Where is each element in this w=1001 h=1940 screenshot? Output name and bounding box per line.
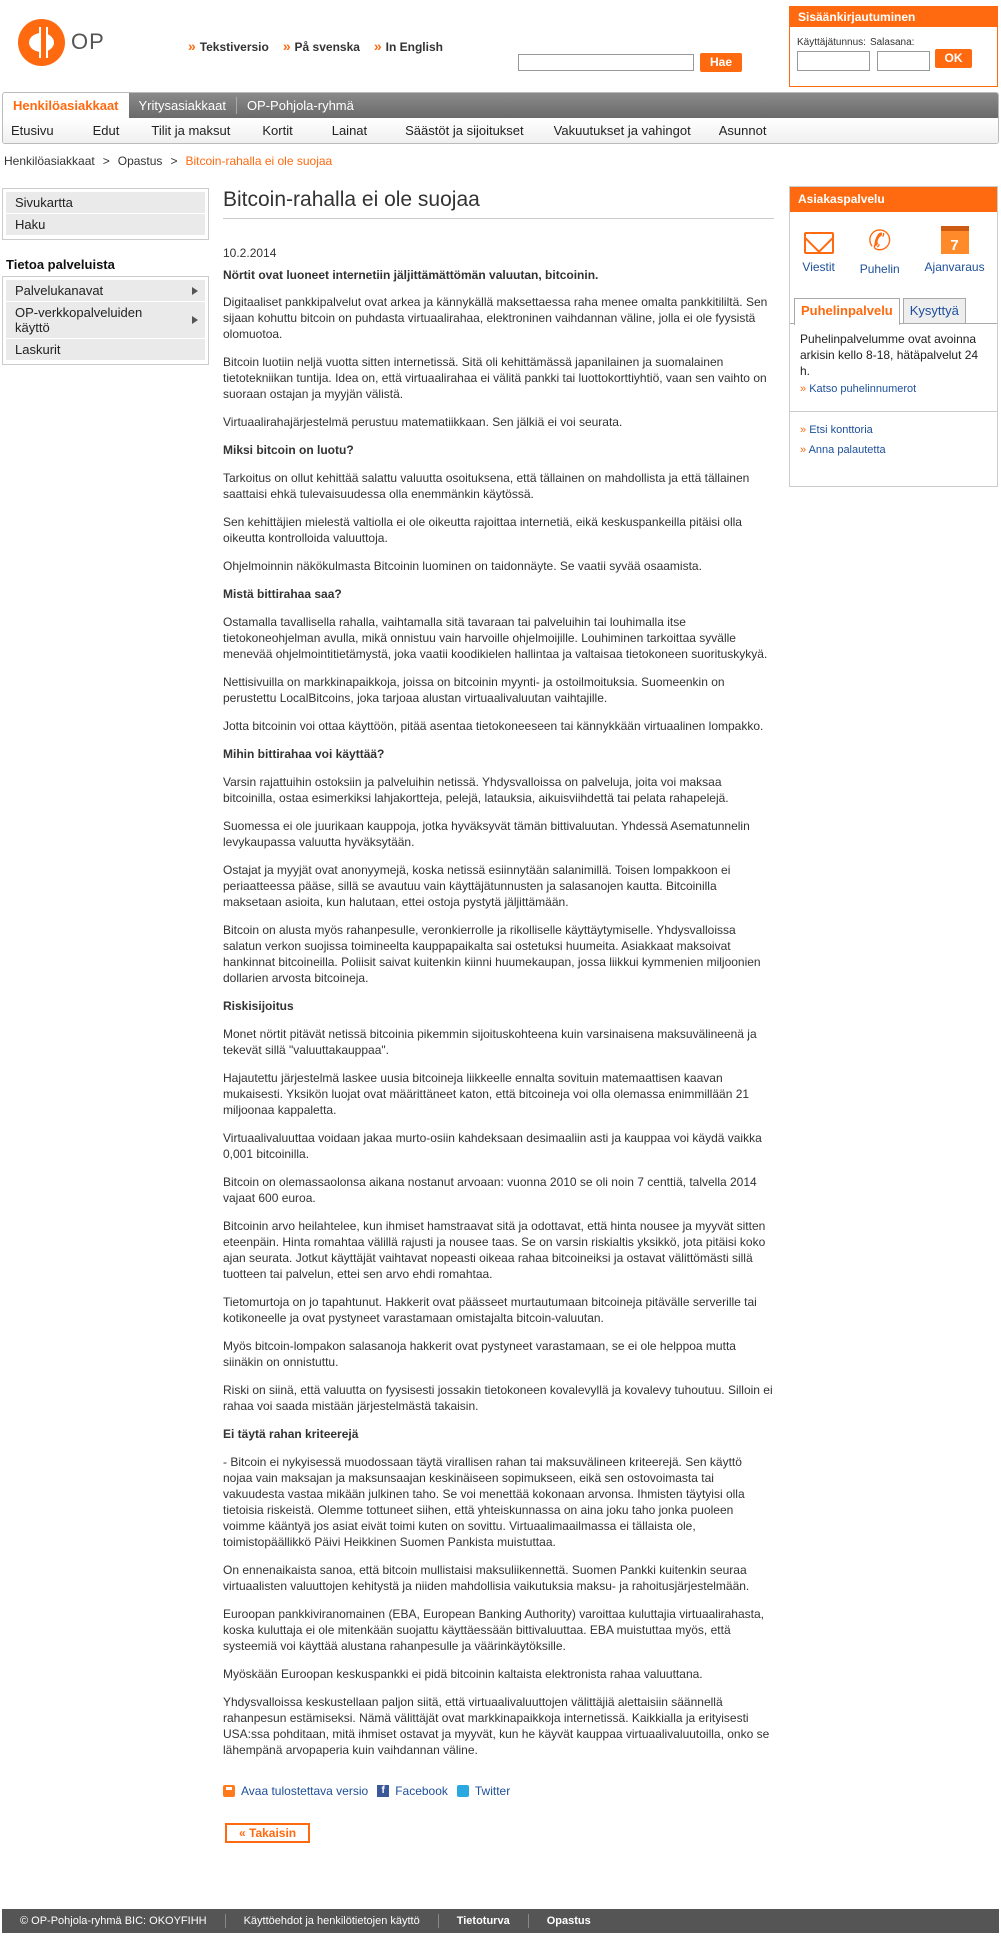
article-paragraph: Hajautettu järjestelmä laskee uusia bitcoineja liikkeelle ennalta sovituin matemaattisen kaavan mukaisesti. Yksikön luojat ovat määrittäneet katon, että bitcoineja voi olla olemassa enimmillään 21 miljoonaa kappaletta. <box>223 1071 750 1117</box>
article-paragraph: Virtuaalivaluuttaa voidaan jakaa murto-osiin kahdeksaan desimaaliin asti ja kauppaa voi käydä vaikka 0,001 bitcoinilla. <box>223 1131 762 1161</box>
section-menu <box>3 118 998 144</box>
article-paragraph: Suomessa ei ole juurikaan kauppoja, jotka hyväksyvät tämän bittivaluutan. Yhdessä Asematunnelin levykaupassa valuutta hyväksytään. <box>223 819 750 849</box>
search-input[interactable] <box>518 54 694 71</box>
article-paragraph: Ohjelmoinnin näkökulmasta Bitcoinin luominen on taidonnäyte. Se vaatii syvää osaamista. <box>223 559 702 573</box>
chevron-right-icon <box>192 316 198 324</box>
sidebar-item-label: OP-verkkopalveluiden käyttö <box>15 305 143 335</box>
breadcrumb-henkiloasiakkaat[interactable]: Henkilöasiakkaat <box>4 154 95 168</box>
login-box <box>789 6 998 87</box>
article-subheading: Riskisijoitus <box>223 999 294 1013</box>
menu-vakuutukset-ja-vahingot[interactable]: Vakuutukset ja vahingot <box>553 123 691 138</box>
article-subheading: Mihin bittirahaa voi käyttää? <box>223 747 385 761</box>
page-footer <box>2 1909 999 1933</box>
article-subheading: Miksi bitcoin on luotu? <box>223 443 354 457</box>
article-paragraph: Virtuaalirahajärjestelmä perustuu matematiikkaan. Sen jälkiä ei voi seurata. <box>223 415 623 429</box>
sidebar-item-haku[interactable]: Haku <box>6 214 205 236</box>
breadcrumb-separator: > <box>170 154 178 168</box>
back-button[interactable]: « Takaisin <box>225 1823 310 1843</box>
article-paragraph: Jotta bitcoinin voi ottaa käyttöön, pitää asentaa tietokoneeseen tai kännykkään virtuaalinen lompakko. <box>223 719 764 733</box>
article-paragraph: On ennenaikaista sanoa, että bitcoin mullistaisi maksuliikennettä. Suomen Pankki kuitenkin seuraa virtuaalisten valuuttojen kehitystä ja niiden mahdollisia vaikutuksia maksu- ja rahoitusjärjestelmään. <box>223 1563 750 1593</box>
feedback-link[interactable]: » Anna palautetta <box>790 440 997 460</box>
op-logo-icon <box>18 19 65 66</box>
breadcrumb-opastus[interactable]: Opastus <box>117 154 163 168</box>
password-label: Salasana: <box>869 37 915 48</box>
tab-op-pohjola-ryhma[interactable]: OP-Pohjola-ryhmä <box>246 98 354 113</box>
article-paragraph: Tietomurtoja on jo tapahtunut. Hakkerit ovat päässeet murtautumaan bitcoineja pitävälle serverille tai kotikoneelle ja ovat pystyneet varastamaan omistajalta bitcoin-valuutan. <box>223 1295 757 1325</box>
sidebar-item-palvelukanavat[interactable] <box>6 280 205 302</box>
article-paragraph: Monet nörtit pitävät netissä bitcoinia pikemmin sijoituskohteena kuin varsinaisena maksuvälineenä ja tekevät sillä "valuuttakauppaa". <box>223 1027 757 1057</box>
breadcrumb-separator: > <box>102 154 110 168</box>
publish-date: 10.2.2014 <box>223 246 277 260</box>
menu-etusivu[interactable]: Etusivu <box>11 123 54 138</box>
facebook-link-label: Facebook <box>395 1784 448 1798</box>
twitter-link-label: Twitter <box>474 1784 511 1798</box>
messages-shortcut[interactable] <box>802 226 834 298</box>
find-office-link[interactable]: » Etsi konttoria <box>790 420 997 440</box>
utility-links <box>2 188 209 240</box>
swedish-link[interactable]: » På svenska <box>283 38 360 54</box>
username-label: Käyttäjätunnus: <box>797 37 866 48</box>
calendar-icon: 7 <box>941 226 969 254</box>
print-icon <box>223 1785 235 1797</box>
sidebar-item-laskurit[interactable]: Laskurit <box>6 339 205 361</box>
language-links <box>188 38 443 54</box>
password-field[interactable] <box>877 51 930 71</box>
menu-edut[interactable]: Edut <box>92 123 120 138</box>
menu-lainat[interactable]: Lainat <box>331 123 368 138</box>
sidebar-item-label: Palvelukanavat <box>15 283 104 298</box>
breadcrumb-current: Bitcoin-rahalla ei ole suojaa <box>185 154 333 168</box>
article-paragraph: Bitcoin luotiin neljä vuotta sitten internetissä. Sitä oli kehittämässä japanilainen ja suomalainen tietotekniikan tuntija. Idea on, että virtuaalirahaa ei välitä pankki tai luottokorttiyhtiö, vaan sen vaihto on suoraan ostajan ja myyjän välistä. <box>223 355 767 401</box>
print-link[interactable] <box>223 1784 368 1798</box>
username-field[interactable] <box>797 51 870 71</box>
article-paragraph: Ostamalla tavallisella rahalla, vaihtamalla sitä tavaraan tai palveluihin tai louhimalla itse tietokoneohjelman avulla, mikä onnistuu vain harvoille ohjelmoijille. Louhiminen tarkoittaa syvälle menevää ohjelmointitietämystä, joka vaatii koodikielen hallintaa ja valtaisaa tietokoneen suorituskykyä. <box>223 615 768 661</box>
twitter-link[interactable] <box>457 1784 510 1798</box>
article-paragraph: Sen kehittäjien mielestä valtiolla ei ole oikeutta rajoittaa internetiä, eikä keskuspankeilla pitäisi olla oikeutta kontrolloida valuuttoja. <box>223 515 742 545</box>
sidebar-item-op-verkkopalvelut[interactable] <box>6 302 205 339</box>
service-links <box>2 276 209 365</box>
footer-security-link[interactable]: Tietoturva <box>439 1914 529 1928</box>
article-actions <box>223 1784 774 1798</box>
sidebar-item-sivukartta[interactable]: Sivukartta <box>6 192 205 214</box>
print-link-label: Avaa tulostettava versio <box>241 1784 369 1798</box>
article-paragraph: Bitcoin on olemassaolonsa aikana nostanut arvoaan: vuonna 2010 se oli noin 7 centtiä, talvella 2014 vajaat 600 euroa. <box>223 1175 757 1205</box>
op-logo-text: OP <box>71 29 105 54</box>
mail-icon <box>804 232 834 254</box>
login-ok-button[interactable]: OK <box>935 49 972 68</box>
search-button[interactable]: Hae <box>700 53 742 72</box>
article-paragraph: Yhdysvalloissa keskustellaan paljon siitä, että virtuaalivaluuttojen välittäjiä alettaisiin säännellä rahanpesun estämiseksi. Nämä välittäjät ovat markkinapaikkoja internetissä. Kaikkialla ja erityisesti USA:ssa pohditaan, mitä ihmiset ostavat ja myyvät, kun he käyvät kauppaa virtuaalivaluutoilla, onko se lähempänä arvopaperia kuin vaihdannan väline. <box>223 1695 770 1757</box>
footer-copyright: © OP-Pohjola-ryhmä BIC: OKOYFIHH <box>2 1914 226 1928</box>
appointment-shortcut[interactable] <box>925 226 985 298</box>
phone-label: Puhelin <box>859 262 900 276</box>
menu-tilit-ja-maksut[interactable]: Tilit ja maksut <box>151 123 231 138</box>
footer-guide-link[interactable]: Opastus <box>546 1915 591 1927</box>
segment-tabs <box>3 93 998 118</box>
chevron-right-icon <box>192 287 198 295</box>
twitter-icon <box>457 1785 469 1797</box>
article-paragraph: Digitaaliset pankkipalvelut ovat arkea ja kännykällä maksettaessa raha menee omalta pankkitililtä. Sen sijaan kohuttu bitcoin on puhdasta virtuaalirahaa, elektroninen vaihdannan väline, jolla ei ole fyysistä olomuotoa. <box>223 295 768 341</box>
footer-terms-link[interactable]: Käyttöehdot ja henkilötietojen käyttö <box>226 1914 439 1928</box>
messages-label: Viestit <box>802 260 835 274</box>
op-logo[interactable] <box>18 18 108 66</box>
article-paragraph: Tarkoitus on ollut kehittää salattu valuutta osoituksena, että tällainen on mahdollista ja että tällainen saattaisi ehkä tulevaisuudessa olla enemmänkin käytössä. <box>223 471 750 501</box>
phone-shortcut[interactable] <box>860 226 900 298</box>
phone-icon: ✆ <box>867 225 892 256</box>
text-version-link[interactable]: » Tekstiversio <box>188 38 269 54</box>
article-paragraph: Bitcoin on alusta myös rahanpesulle, veronkierrolle ja rikolliselle käyttäytymiselle. Yhdysvalloissa salatun verkon suojissa toimineelta kauppapaikalta sai ostetuksi huumeita. Asiakkaat maksoivat hankinnat bitcoineilla. Poliisit saivat kuitenkin kiinni huumekaupan, jossa liikkui kymmenien miljoonien dollarien arvosta bitcoineja. <box>223 923 761 985</box>
menu-kortit[interactable]: Kortit <box>262 123 293 138</box>
article-body <box>223 294 774 1758</box>
article-paragraph: Euroopan pankkiviranomainen (EBA, European Banking Authority) varoittaa kuluttajia virtuaalirahasta, koska kuluttaja ei ole mitenkään suojattu käyttäessään bittivaluuttaa. EBA muistuttaa myös, että systeemiä voi käyttää alustana rahanpesulle ja väärinkäytöksille. <box>223 1607 764 1653</box>
main-navigation <box>2 92 999 144</box>
sidebar-heading: Tietoa palveluista <box>6 257 115 272</box>
login-title: Sisäänkirjautuminen <box>790 7 997 27</box>
tab-puhelinpalvelu[interactable]: Puhelinpalvelu <box>794 298 900 325</box>
article-paragraph: Riski on siinä, että valuutta on fyysisesti jossakin tietokoneen kovalevyllä ja kovalevy tuhoutuu. Silloin ei rahaa voi saada mistään järjestelmästä takaisin. <box>223 1383 773 1413</box>
page-title: Bitcoin-rahalla ei ole suojaa <box>223 188 774 219</box>
service-tabs <box>790 298 997 324</box>
article-subheading: Mistä bittirahaa saa? <box>223 587 342 601</box>
divider <box>790 411 997 412</box>
article-subheading: Ei täytä rahan kriteerejä <box>223 1427 359 1441</box>
appointment-label: Ajanvaraus <box>924 260 985 274</box>
english-link[interactable]: » In English <box>374 38 443 54</box>
customer-service-title: Asiakaspalvelu <box>790 187 997 212</box>
article-paragraph: Ostajat ja myyjät ovat anonyymejä, koska netissä esiinnytään salanimillä. Toisen lompakkoon ei periaatteessa pääse, sillä se avautuu vain käyttäjätunnusten ja salasanojen kautta. Bitcoinilla maksetaan asioita, kun halutaan, ettei ostoja pystytä jäljittämään. <box>223 863 731 909</box>
service-shortcuts <box>790 212 997 298</box>
menu-asunnot[interactable]: Asunnot <box>718 123 767 138</box>
article-paragraph: - Bitcoin ei nykyisessä muodossaan täytä virallisen rahan tai maksuvälineen kriteerejä. Sen käyttö nojaa vain maksajan ja maksunsaajan keskinäiseen sopimukseen, eikä sen ostovoimasta tai vakuudesta vastaa mikään julkinen taho. Se voi menettää kokonaan arvonsa. Ihmisten täytyisi olla tietoisia riskeistä. Olemme tottuneet siihen, että yhteiskunnassa on aina joku taho jonka puoleen voimme kääntyä jos asiat eivät toimi kuten on sovittu. Virtuaalimaailmassa ei tällaista ole, toimistopäällikkö Päivi Heikkinen Suomen Pankista muistuttaa. <box>223 1455 745 1549</box>
article-paragraph: Myöskään Euroopan keskuspankki ei pidä bitcoinin kaltaista elektronista rahaa valuuttana. <box>223 1667 703 1681</box>
facebook-link[interactable] <box>377 1784 448 1798</box>
tab-henkiloasiakkaat[interactable]: Henkilöasiakkaat <box>3 93 129 118</box>
phone-numbers-link[interactable]: » Katso puhelinnumerot <box>790 379 997 399</box>
tab-kysyttya[interactable]: Kysyttyä <box>903 298 966 323</box>
left-sidebar <box>2 188 209 365</box>
customer-service-panel <box>789 186 998 487</box>
article-paragraph: Nettisivuilla on markkinapaikkoja, joissa on bitcoinin myynti- ja ostoilmoituksia. Suomeenkin on perustettu LocalBitcoins, joka tarjoaa alustan virtuaalivaluutan vaihtajille. <box>223 675 725 705</box>
article-lead: Nörtit ovat luoneet internetiin jäljittämättömän valuutan, bitcoinin. <box>223 268 599 282</box>
article <box>223 188 774 1843</box>
article-paragraph: Bitcoinin arvo heilahtelee, kun ihmiset hamstraavat sitä ja odottavat, että hinta nousee ja myyvät sitten eteenpäin. Hinta romahtaa välillä rajusti ja nousee taas. Se on varsin riskialtis yksikkö, jota pitäisi koko ajan seurata. Jotkut käyttäjät vaihtavat nopeasti oikeaa rahaa bitcoineiksi ja ostavat välittömästi sillä tuotteen tai palvelun, ettei sen arvo ehdi romahtaa. <box>223 1219 766 1281</box>
breadcrumb <box>4 154 332 168</box>
tab-yritysasiakkaat[interactable]: Yritysasiakkaat <box>138 98 226 113</box>
phone-service-info: Puhelinpalvelumme ovat avoinna arkisin kello 8-18, hätäpalvelut 24 h. <box>800 332 979 378</box>
menu-saastot-ja-sijoitukset[interactable]: Säästöt ja sijoitukset <box>405 123 524 138</box>
article-paragraph: Varsin rajattuihin ostoksiin ja palveluihin netissä. Yhdysvalloissa on palveluja, joita voi maksaa bitcoinilla, ostaa esimerkiksi lahjakortteja, pelejä, latauksia, aikuisviihdettä tai pelata rahapelejä. <box>223 775 729 805</box>
article-paragraph: Myös bitcoin-lompakon salasanoja hakkerit ovat pystyneet varastamaan, se ei ole helppoa mutta siinäkin on onnistuttu. <box>223 1339 736 1369</box>
facebook-icon: f <box>377 1785 389 1797</box>
